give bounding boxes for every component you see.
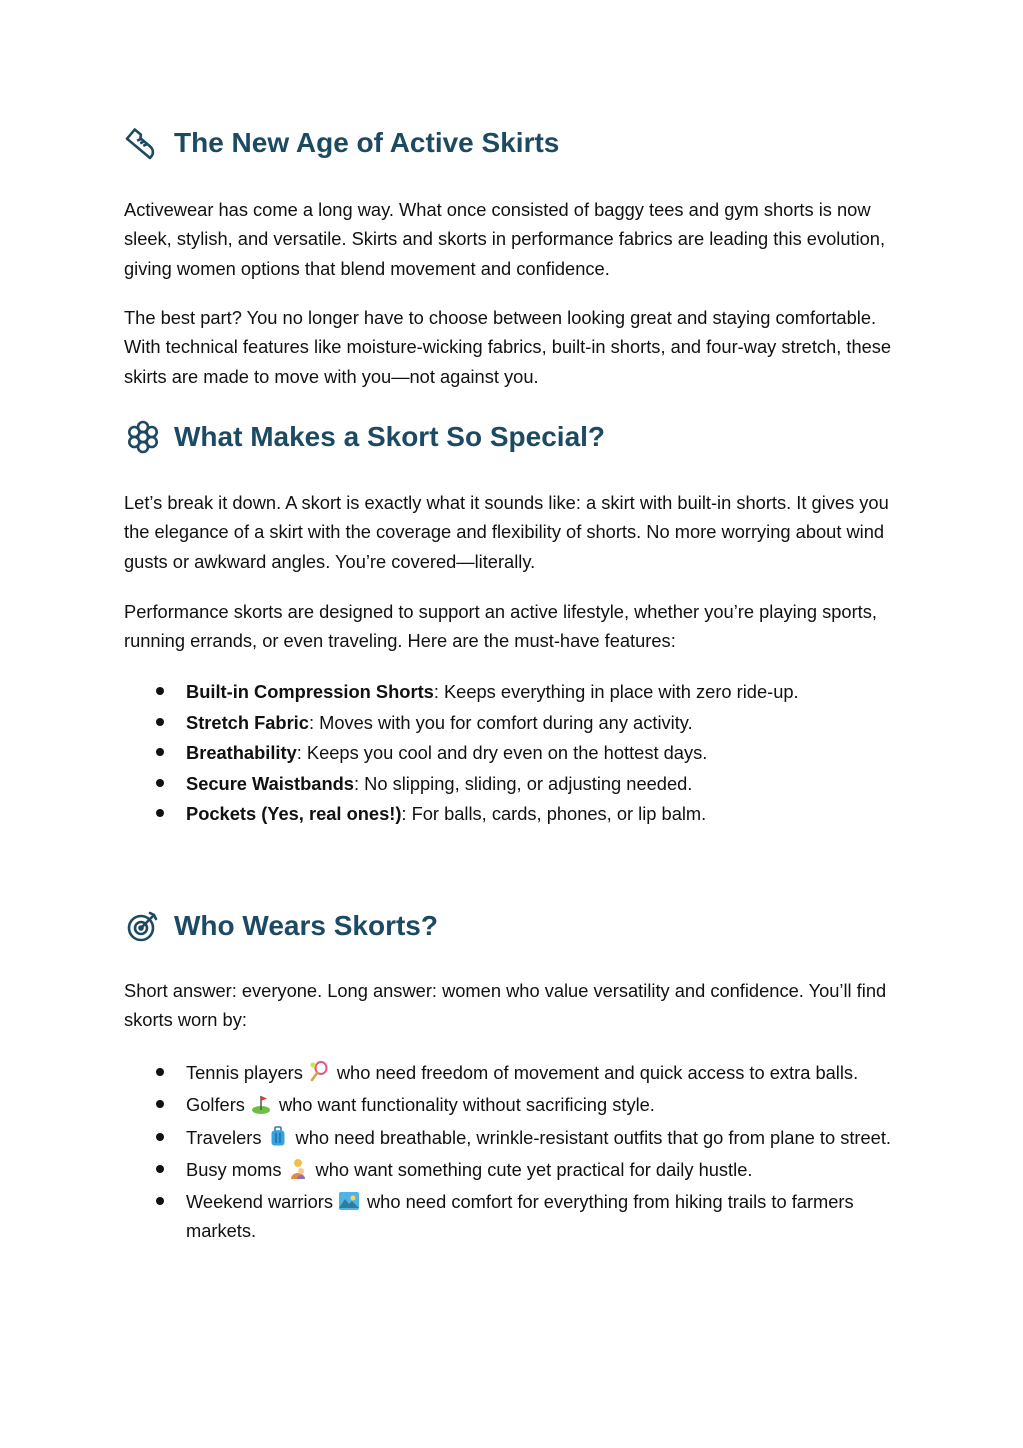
list-item bbox=[124, 708, 894, 737]
section-heading-text: What Makes a Skort So Special? bbox=[174, 421, 606, 452]
feature-term: Built-in Compression Shorts bbox=[186, 681, 434, 702]
section-heading-text: The New Age of Active Skirts bbox=[174, 127, 560, 158]
paragraph: Activewear has come a long way. What once consisted of baggy tees and gym shorts is now sleek, stylish, and versatile. Skirts and skorts in performance fabrics are leading this evolution, giving women options that blend movement and confidence. bbox=[124, 199, 886, 279]
sunrise-mountains-icon bbox=[339, 1190, 359, 1212]
luggage-icon bbox=[268, 1126, 288, 1148]
bullet-dot bbox=[156, 718, 164, 726]
section-heading-who-wears bbox=[124, 907, 438, 945]
list-item bbox=[124, 738, 894, 767]
wearer-name: Weekend warriors bbox=[186, 1191, 333, 1213]
feature-desc: : Keeps everything in place with zero ride-up. bbox=[433, 681, 799, 702]
wearer-desc: who need freedom of movement and quick access to extra balls. bbox=[336, 1062, 859, 1083]
wearer-desc: who need breathable, wrinkle-resistant outfits that go from plane to street. bbox=[295, 1126, 891, 1148]
list-item bbox=[124, 1187, 894, 1246]
wearers-list bbox=[124, 1058, 894, 1249]
section-heading-skort-special bbox=[124, 418, 605, 456]
wearer-name: Travelers bbox=[186, 1126, 262, 1148]
wearer-name: Tennis players bbox=[186, 1062, 303, 1083]
paragraph: The best part? You no longer have to choose between looking great and staying comfortable. With technical features like moisture-wicking fabrics, built-in shorts, and four-way stretch, these skirts are made to move with you—not against you. bbox=[124, 307, 892, 387]
feature-desc: : No slipping, sliding, or adjusting needed. bbox=[353, 772, 693, 794]
paragraph: Performance skorts are designed to support an active lifestyle, whether you’re playing sports, running errands, or even traveling. Here are the must-have features: bbox=[124, 601, 877, 652]
running-shoe-icon bbox=[124, 124, 162, 162]
feature-desc: : Keeps you cool and dry even on the hottest days. bbox=[296, 742, 708, 764]
feature-desc: : Moves with you for comfort during any activity. bbox=[308, 711, 693, 733]
bullet-dot bbox=[156, 809, 164, 817]
tennis-racket-icon bbox=[309, 1061, 329, 1083]
list-item bbox=[124, 799, 894, 828]
paragraph: Short answer: everyone. Long answer: women who value versatility and confidence. You’ll find skorts worn by: bbox=[124, 980, 887, 1031]
feature-desc: : For balls, cards, phones, or lip balm. bbox=[401, 803, 707, 825]
wearer-name: Golfers bbox=[186, 1094, 245, 1116]
list-item bbox=[124, 1058, 894, 1087]
list-item bbox=[124, 1155, 894, 1184]
feature-term: Secure Waistbands bbox=[186, 772, 354, 794]
features-list bbox=[124, 677, 894, 830]
feature-term: Pockets (Yes, real ones!) bbox=[186, 803, 402, 825]
paragraph: Let’s break it down. A skort is exactly what it sounds like: a skirt with built-in shorts. It gives you the elegance of a skirt with the coverage and flexibility of shorts. No more worrying about wind gusts or awkward angles. You’re covered—literally. bbox=[124, 492, 889, 572]
bullet-dot bbox=[156, 1100, 164, 1108]
target-icon bbox=[124, 907, 162, 945]
feature-term: Breathability bbox=[186, 742, 297, 764]
bullet-dot bbox=[156, 1133, 164, 1141]
section-heading-active-skirts bbox=[124, 124, 559, 162]
section-heading-text: Who Wears Skorts? bbox=[174, 910, 438, 941]
wearer-desc: who want functionality without sacrificing style. bbox=[278, 1094, 655, 1116]
wearer-desc: who need comfort for everything from hiking trails to farmers markets. bbox=[186, 1191, 854, 1242]
list-item bbox=[124, 677, 894, 706]
flower-icon bbox=[124, 418, 162, 456]
wearer-desc: who want something cute yet practical for daily hustle. bbox=[315, 1158, 753, 1180]
bullet-dot bbox=[156, 1068, 164, 1076]
wearer-name: Busy moms bbox=[186, 1158, 282, 1180]
feature-term: Stretch Fabric bbox=[186, 711, 309, 733]
bullet-dot bbox=[156, 687, 164, 695]
golf-flag-icon bbox=[251, 1093, 271, 1115]
list-item bbox=[124, 769, 894, 798]
list-item bbox=[124, 1090, 894, 1119]
mother-child-icon bbox=[288, 1158, 308, 1180]
bullet-dot bbox=[156, 1197, 164, 1205]
list-item bbox=[124, 1123, 894, 1152]
bullet-dot bbox=[156, 1165, 164, 1173]
bullet-dot bbox=[156, 779, 164, 787]
bullet-dot bbox=[156, 748, 164, 756]
